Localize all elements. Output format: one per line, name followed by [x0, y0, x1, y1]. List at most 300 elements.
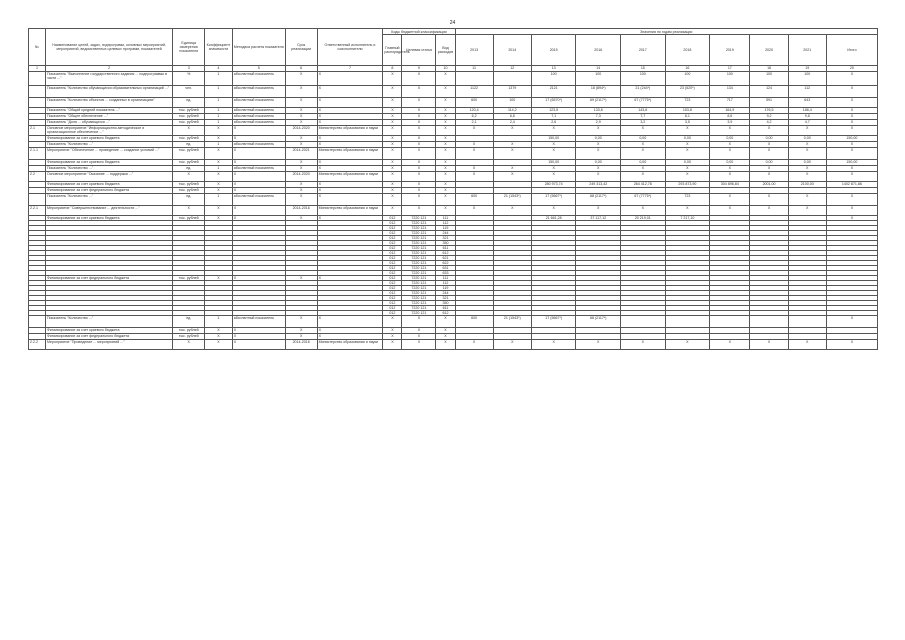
year-header: 2018 — [665, 35, 710, 66]
row-b3: X — [436, 328, 455, 334]
row-method: абсолютный показатель — [232, 72, 285, 86]
row-method: X — [232, 216, 285, 221]
row-b3: 321 — [436, 296, 455, 301]
row-unit: тыс. рублей — [173, 136, 205, 142]
row-value: 0,00 — [710, 136, 750, 142]
row-period: X — [285, 120, 317, 126]
row-b3: X — [436, 142, 455, 148]
row-period: X — [285, 114, 317, 120]
row-value: 100 — [665, 72, 710, 86]
row-method: абсолютный показатель — [232, 108, 285, 114]
row-coef: 1 — [205, 114, 233, 120]
row-b2: X — [402, 142, 436, 148]
row-coef: X — [205, 126, 233, 136]
row-executor: Министерство образования и науки — [317, 172, 383, 182]
row-period: 2014-2020 — [285, 126, 317, 136]
row-b3: X — [436, 72, 455, 86]
row-executor: X — [317, 316, 383, 328]
row-value: 723 — [665, 194, 710, 206]
row-value: 1379 — [493, 86, 531, 98]
row-method: X — [232, 160, 285, 166]
row-value: X — [576, 206, 621, 216]
row-b2: X — [402, 120, 436, 126]
row-unit: ед. — [173, 98, 205, 108]
row-b1: 012 — [383, 276, 402, 281]
row-b1: X — [383, 316, 402, 328]
row-b1: 012 — [383, 271, 402, 276]
row-value: 591 — [750, 98, 788, 108]
row-value: 150,00 — [531, 136, 576, 142]
column-number: 14 — [576, 66, 621, 72]
row-b2: X — [402, 148, 436, 160]
row-coef: 1 — [205, 142, 233, 148]
row-num — [29, 72, 46, 86]
row-value — [493, 72, 531, 86]
row-value: 7,3 — [576, 114, 621, 120]
row-coef: 1 — [205, 166, 233, 172]
row-period: X — [285, 328, 317, 334]
row-coef: 1 — [205, 194, 233, 206]
row-executor: X — [317, 72, 383, 86]
row-num: 2.1 — [29, 126, 46, 136]
row-coef: 1 — [205, 120, 233, 126]
row-value: 21 (244*) — [621, 86, 666, 98]
table-row — [29, 148, 878, 160]
row-value: X — [531, 126, 576, 136]
row-executor: X — [317, 328, 383, 334]
row-total: X — [826, 148, 877, 160]
row-b1: 012 — [383, 251, 402, 256]
header-total: Итого — [826, 35, 877, 66]
row-coef: X — [205, 340, 233, 350]
row-value: 0,00 — [750, 136, 788, 142]
row-num: 2.1.1 — [29, 148, 46, 160]
row-coef: 1 — [205, 72, 233, 86]
row-value: 7,7 — [621, 114, 666, 120]
row-period: 2014-2021 — [285, 148, 317, 160]
row-value: X — [576, 148, 621, 160]
row-name: Финансирование за счет краевого бюджета — [45, 136, 172, 142]
row-value: 3,2 — [621, 120, 666, 126]
row-value: 176,5 — [750, 108, 788, 114]
row-b3: X — [436, 166, 455, 172]
row-total: X — [826, 72, 877, 86]
row-value: X — [788, 142, 826, 148]
row-b3: X — [436, 160, 455, 166]
row-executor: X — [317, 166, 383, 172]
table-row — [29, 98, 878, 108]
row-b3: 621 — [436, 256, 455, 261]
row-period: X — [285, 276, 317, 281]
row-method: X — [232, 148, 285, 160]
column-number: 18 — [750, 66, 788, 72]
row-num — [29, 98, 46, 108]
row-name: Показатель "Выполнение государственного задания ... подпрограммы в части ..." — [45, 72, 172, 86]
table-row — [29, 126, 878, 136]
row-value: X — [493, 340, 531, 350]
row-executor: X — [317, 136, 383, 142]
row-coef: 1 — [205, 98, 233, 108]
row-b1: 012 — [383, 256, 402, 261]
row-value: 280 973,74 — [531, 182, 576, 188]
row-b1: 012 — [383, 216, 402, 221]
row-b3: 111 — [436, 276, 455, 281]
row-value: 100 — [493, 98, 531, 108]
row-b2: 7220 121 — [402, 216, 436, 221]
row-unit: X — [173, 206, 205, 216]
column-number: 15 — [621, 66, 666, 72]
row-num: 2.2.1 — [29, 206, 46, 216]
row-b1: X — [383, 188, 402, 194]
row-b1: 012 — [383, 286, 402, 291]
header-b1: Главный распорядитель — [383, 35, 402, 66]
row-value: 2121 — [531, 86, 576, 98]
row-name: Показатель "Доля ... обучающихся ..." — [45, 120, 172, 126]
row-name: Мероприятие "Совершенствование ... деятельности ..." — [45, 206, 172, 216]
row-period: 2014-2016 — [285, 206, 317, 216]
row-b2: 7220 121 — [402, 281, 436, 286]
header-unit: Единица измерения показателя — [173, 29, 205, 66]
row-b3: X — [436, 334, 455, 340]
row-value: X — [750, 172, 788, 182]
row-b3: X — [436, 98, 455, 108]
row-total: X — [826, 206, 877, 216]
row-b2: 7220 121 — [402, 301, 436, 306]
row-b1: 012 — [383, 266, 402, 271]
row-b3: X — [436, 126, 455, 136]
header-method: Методика расчета показателя — [232, 29, 285, 66]
header-coef: Коэффициент значимости — [205, 29, 233, 66]
row-value: X — [493, 126, 531, 136]
row-b1: 012 — [383, 236, 402, 241]
row-b3: 111 — [436, 216, 455, 221]
row-b2: X — [402, 166, 436, 172]
row-b2: 7220 121 — [402, 241, 436, 246]
row-name: Показатель "Общий средний показатель ..." — [45, 108, 172, 114]
row-total: X — [826, 108, 877, 114]
row-period: X — [285, 194, 317, 206]
row-value: 249 313,42 — [576, 182, 621, 188]
row-value: X — [788, 206, 826, 216]
row-value: X — [531, 340, 576, 350]
header-name: Наименование целей, задач, подпрограмм, основных мероприятий, мероприятий, ведомственных целевых программ, показателей — [45, 29, 172, 66]
row-b1: X — [383, 120, 402, 126]
row-value: X — [750, 206, 788, 216]
row-b3: 244 — [436, 231, 455, 236]
row-name: Показатель "Количество объектов ... созданных в организациях" — [45, 98, 172, 108]
header-b3: Вид расходов — [436, 35, 455, 66]
column-number: 7 — [317, 66, 383, 72]
row-value: X — [576, 126, 621, 136]
row-coef: X — [205, 182, 233, 188]
row-b3: X — [436, 120, 455, 126]
page-number: 24 — [449, 20, 456, 26]
row-num: 2.2 — [29, 172, 46, 182]
row-value: 68 (2117*) — [576, 194, 621, 206]
row-name: Финансирование за счет краевого бюджета — [45, 216, 172, 221]
row-unit: тыс. рублей — [173, 328, 205, 334]
row-value: 3,5 — [665, 120, 710, 126]
row-name: Показатель "Количество ..." — [45, 194, 172, 206]
table-row — [29, 340, 878, 350]
row-total: X — [826, 126, 877, 136]
column-number: 17 — [710, 66, 750, 72]
row-coef: X — [205, 136, 233, 142]
row-b3: 119 — [436, 226, 455, 231]
column-number: 9 — [402, 66, 436, 72]
row-value: X — [710, 142, 750, 148]
row-value: 17 (5667*) — [531, 316, 576, 328]
row-b3: X — [436, 148, 455, 160]
row-unit: тыс. рублей — [173, 188, 205, 194]
row-name: Показатель "Количество обучающихся образовательных организаций ..." — [45, 86, 172, 98]
row-value: X — [665, 206, 710, 216]
row-name: Финансирование за счет федерального бюджета — [45, 334, 172, 340]
row-coef: X — [205, 216, 233, 221]
column-number: 1 — [29, 66, 46, 72]
row-b2: 7220 121 — [402, 221, 436, 226]
row-method: абсолютный показатель — [232, 86, 285, 98]
row-b3: 612 — [436, 251, 455, 256]
row-value: 2100,00 — [788, 182, 826, 188]
year-header: 2019 — [710, 35, 750, 66]
row-value: 723 — [665, 98, 710, 108]
row-executor: X — [317, 194, 383, 206]
row-method: X — [232, 172, 285, 182]
row-value: 188,4 — [788, 108, 826, 114]
year-header: 2014 — [493, 35, 531, 66]
row-total: X — [826, 120, 877, 126]
row-value: 69 (2117*) — [576, 98, 621, 108]
row-value: 112 — [788, 86, 826, 98]
row-value: X — [788, 148, 826, 160]
row-b1: 012 — [383, 231, 402, 236]
row-coef: 1 — [205, 316, 233, 328]
row-value: 100 — [576, 72, 621, 86]
row-b2: 7220 121 — [402, 266, 436, 271]
row-value: X — [493, 172, 531, 182]
row-value: X — [710, 340, 750, 350]
row-value: 124 — [750, 86, 788, 98]
row-total: X — [826, 216, 877, 221]
row-value: X — [750, 340, 788, 350]
row-b1: X — [383, 334, 402, 340]
row-method: абсолютный показатель — [232, 316, 285, 328]
column-number: 12 — [493, 66, 531, 72]
column-number: 13 — [531, 66, 576, 72]
row-executor: X — [317, 98, 383, 108]
row-value: X — [788, 126, 826, 136]
year-header: 2017 — [621, 35, 666, 66]
row-name: Финансирование за счет краевого бюджета — [45, 160, 172, 166]
row-value: X — [493, 206, 531, 216]
row-executor: X — [317, 160, 383, 166]
row-coef: X — [205, 172, 233, 182]
row-value: X — [750, 142, 788, 148]
row-coef: 1 — [205, 86, 233, 98]
column-number: 5 — [232, 66, 285, 72]
row-value: X — [493, 166, 531, 172]
row-b1: 012 — [383, 241, 402, 246]
row-value: 21 (1543*) — [493, 194, 531, 206]
row-value: 37 117,12 — [576, 216, 621, 221]
row-unit: тыс. рублей — [173, 114, 205, 120]
row-executor: X — [317, 114, 383, 120]
row-method: X — [232, 206, 285, 216]
row-executor: X — [317, 182, 383, 188]
row-value: X — [710, 172, 750, 182]
year-header: 2013 — [455, 35, 493, 66]
row-value: 2,1 — [455, 120, 493, 126]
row-b2: 7220 121 — [402, 291, 436, 296]
row-b2: 7220 121 — [402, 231, 436, 236]
row-name: Мероприятие "Проведение ... мероприятий ..." — [45, 340, 172, 350]
row-b1: X — [383, 340, 402, 350]
row-total: X — [826, 172, 877, 182]
row-value: 9,8 — [788, 114, 826, 120]
row-name: Основное мероприятие "Информационно-методическое и организационное обеспечение ..." — [45, 126, 172, 136]
row-coef: X — [205, 276, 233, 281]
row-value: X — [455, 148, 493, 160]
row-b1: X — [383, 126, 402, 136]
row-b2: X — [402, 188, 436, 194]
row-total: X — [826, 114, 877, 120]
row-b2: X — [402, 334, 436, 340]
row-value: 0,00 — [665, 160, 710, 166]
row-value: 18 (894*) — [576, 86, 621, 98]
row-value: X — [493, 148, 531, 160]
row-b1: 012 — [383, 306, 402, 311]
row-value: X — [621, 206, 666, 216]
row-b1: X — [383, 114, 402, 120]
row-value: X — [621, 166, 666, 172]
row-unit: тыс. рублей — [173, 216, 205, 221]
row-total: X — [826, 98, 877, 108]
row-value: X — [665, 340, 710, 350]
row-b3: 611 — [436, 306, 455, 311]
row-value: 150,00 — [531, 160, 576, 166]
row-executor: X — [317, 108, 383, 114]
row-method: X — [232, 136, 285, 142]
row-value: X — [621, 142, 666, 148]
row-b2: 7220 121 — [402, 251, 436, 256]
row-executor: X — [317, 216, 383, 221]
row-value: X — [665, 142, 710, 148]
row-value: 4,7 — [788, 120, 826, 126]
row-value: 0,00 — [788, 136, 826, 142]
row-b1: 012 — [383, 246, 402, 251]
row-b2: 7220 121 — [402, 296, 436, 301]
row-period: X — [285, 334, 317, 340]
row-value: 134 — [710, 86, 750, 98]
row-period: X — [285, 216, 317, 221]
row-b3: 321 — [436, 236, 455, 241]
row-b2: X — [402, 114, 436, 120]
row-b2: 7220 121 — [402, 261, 436, 266]
row-value: X — [750, 194, 788, 206]
row-b1: X — [383, 98, 402, 108]
row-b1: 012 — [383, 281, 402, 286]
year-header: 2021 — [788, 35, 826, 66]
row-b2: X — [402, 328, 436, 334]
row-b2: 7220 121 — [402, 256, 436, 261]
row-value: X — [665, 172, 710, 182]
row-period: X — [285, 136, 317, 142]
row-value: X — [710, 194, 750, 206]
row-value: X — [788, 340, 826, 350]
row-value: 0,00 — [576, 136, 621, 142]
row-value: 0,00 — [788, 160, 826, 166]
year-header: 2016 — [576, 35, 621, 66]
row-value — [788, 316, 826, 328]
row-value: 23 (520*) — [665, 86, 710, 98]
row-method: X — [232, 126, 285, 136]
row-name: Финансирование за счет краевого бюджета — [45, 182, 172, 188]
row-unit: ед. — [173, 316, 205, 328]
row-value: 100 — [788, 72, 826, 86]
row-executor: X — [317, 188, 383, 194]
row-value: X — [455, 142, 493, 148]
year-header: 2020 — [750, 35, 788, 66]
row-value: 6,2 — [455, 114, 493, 120]
row-total: 150,00 — [826, 160, 877, 166]
year-header: 2015 — [531, 35, 576, 66]
row-b1: X — [383, 182, 402, 188]
row-b1: X — [383, 166, 402, 172]
row-value: X — [455, 166, 493, 172]
row-b1: X — [383, 142, 402, 148]
row-value: 293 873,90 — [665, 182, 710, 188]
row-unit: ед. — [173, 142, 205, 148]
row-executor: X — [317, 334, 383, 340]
row-value: X — [665, 148, 710, 160]
row-value: X — [788, 194, 826, 206]
row-value: 600 — [455, 98, 493, 108]
row-b2: X — [402, 172, 436, 182]
row-value: 0,00 — [750, 160, 788, 166]
row-unit: тыс. рублей — [173, 182, 205, 188]
row-period: X — [285, 166, 317, 172]
row-b1: X — [383, 160, 402, 166]
row-period: X — [285, 86, 317, 98]
row-value: X — [665, 126, 710, 136]
row-b3: 112 — [436, 281, 455, 286]
row-b3: X — [436, 206, 455, 216]
row-executor: X — [317, 142, 383, 148]
row-b2: 7220 121 — [402, 306, 436, 311]
row-b1: 012 — [383, 311, 402, 316]
row-total: X — [826, 316, 877, 328]
row-total: X — [826, 142, 877, 148]
row-value — [455, 72, 493, 86]
row-value: X — [531, 172, 576, 182]
row-b3: 112 — [436, 221, 455, 226]
row-name: Финансирование за счет краевого бюджета — [45, 328, 172, 334]
column-number: 10 — [436, 66, 455, 72]
row-value: 1122 — [455, 86, 493, 98]
row-period: X — [285, 142, 317, 148]
row-method: абсолютный показатель — [232, 114, 285, 120]
row-name: Финансирование за счет федерального бюджета — [45, 276, 172, 281]
row-unit: тыс. рублей — [173, 120, 205, 126]
row-b2: 7220 121 — [402, 236, 436, 241]
row-b2: X — [402, 136, 436, 142]
row-value: 717 — [710, 98, 750, 108]
column-number: 8 — [383, 66, 402, 72]
row-b1: 012 — [383, 296, 402, 301]
row-executor: Министерство образования и науки — [317, 340, 383, 350]
row-method: абсолютный показатель — [232, 194, 285, 206]
